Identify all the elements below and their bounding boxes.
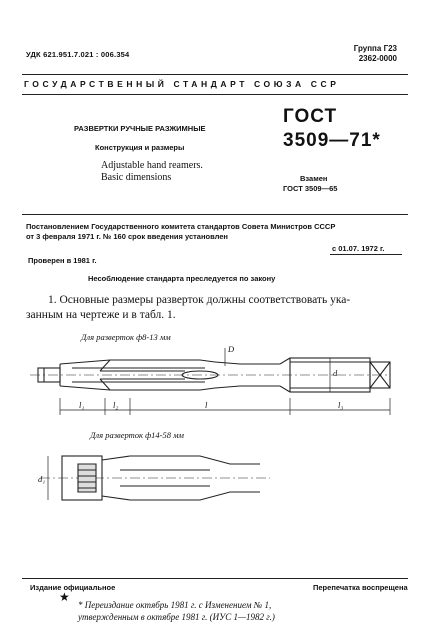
dim-l3: l₃	[338, 400, 344, 410]
dim-d1: d₁	[38, 474, 46, 484]
footer-rule	[22, 578, 408, 579]
subtitle-ru: Конструкция и размеры	[95, 143, 185, 152]
standard-band: ГОСУДАРСТВЕННЫЙ СТАНДАРТ СОЮЗА ССР	[24, 79, 340, 89]
date-underline	[330, 254, 402, 255]
decree-line-2: от 3 февраля 1971 г. № 160 срок введения установлен	[26, 232, 228, 241]
udk-code: УДК 621.951.7.021 : 006.354	[26, 50, 130, 59]
reamer-drawing-1	[0, 340, 427, 430]
gost-number: 3509—71*	[283, 130, 381, 151]
title-rule	[22, 214, 408, 215]
star-icon: ★	[59, 590, 70, 604]
paragraph-1-line-1: 1. Основные размеры разверток должны соответствовать ука-	[48, 294, 351, 306]
law-notice: Несоблюдение стандарта преследуется по закону	[88, 274, 276, 283]
header-rule-bottom	[22, 94, 408, 95]
dim-l1: l₁	[79, 400, 85, 410]
dim-D: D	[228, 344, 235, 354]
dim-d: d	[333, 368, 338, 378]
dim-l2: l₂	[113, 400, 119, 410]
decree-line-1: Постановлением Государственного комитета стандартов Совета Министров СССР	[26, 222, 336, 231]
footnote-line-1: * Переиздание октябрь 1981 г. с Изменением № 1,	[78, 600, 272, 610]
paragraph-1-line-2: занным на чертеже и в табл. 1.	[26, 309, 176, 321]
group-label: Группа Г23	[353, 44, 397, 53]
header-rule-top	[22, 74, 408, 75]
effective-date: с 01.07. 1972 г.	[332, 244, 385, 253]
gost-label: ГОСТ	[283, 106, 338, 127]
official-edition: Издание официальное	[30, 583, 116, 592]
dim-l: l	[205, 400, 208, 410]
reprint-prohibited: Перепечатка воспрещена	[313, 583, 408, 592]
replaces-label: Взамен	[300, 174, 328, 183]
checked-year: Проверен в 1981 г.	[28, 256, 97, 265]
title-en: Adjustable hand reamers.	[101, 160, 203, 171]
reamer-drawing-2	[0, 440, 427, 520]
okp-code: 2362-0000	[358, 54, 397, 63]
subtitle-en: Basic dimensions	[101, 172, 172, 183]
replaces-standard: ГОСТ 3509—65	[283, 184, 338, 193]
group-code	[354, 44, 397, 64]
drawing-caption-1: Для разверток ф8-13 мм	[81, 332, 171, 342]
title-ru: РАЗВЕРТКИ РУЧНЫЕ РАЗЖИМНЫЕ	[74, 124, 206, 133]
drawing-caption-2: Для разверток ф14-58 мм	[90, 430, 184, 440]
footnote-line-2: утвержденным в октябре 1981 г. (ИУС 1—1982 г.)	[78, 612, 275, 622]
